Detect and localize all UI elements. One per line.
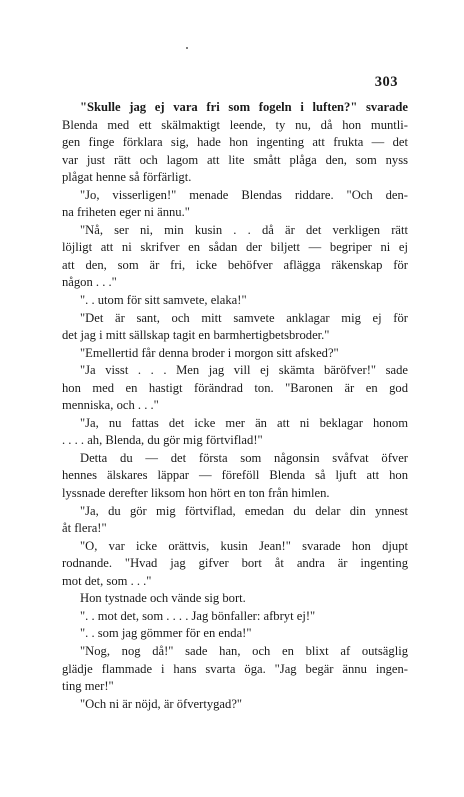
text-line: "Ja, du gör mig förtviflad, emedan du delar din ynnest — [80, 503, 408, 518]
text-line: "Det är sant, och mitt samvete anklagar mig ej för — [80, 310, 408, 325]
text-line: glädje flammade i hans svarta öga. "Jag begär ännu ingen- — [62, 661, 408, 676]
text-line: någon . . ." — [62, 275, 117, 290]
text-line: "Ja visst . . . Men jag vill ej skämta bäröfver!" sade — [80, 363, 408, 378]
text-line: "O, var icke orättvis, kusin Jean!" svarade hon djupt — [80, 538, 408, 553]
text-line: ". . mot det, som . . . . Jag bönfaller: afbryt ej!" — [80, 608, 316, 623]
print-speck — [186, 47, 188, 49]
text-line: Hon tystnade och vände sig bort. — [80, 591, 246, 606]
text-line: menniska, och . . ." — [62, 398, 159, 413]
text-line: "Nå, ser ni, min kusin . . då är det verkligen rätt — [80, 222, 408, 237]
text-line: ". . som jag gömmer för en enda!" — [80, 626, 252, 641]
text-line: . . . . ah, Blenda, du gör mig förtviflad!" — [62, 433, 263, 448]
text-line: "Skulle jag ej vara fri som fogeln i luften?" svarade — [80, 100, 408, 114]
text-line: hennes älskares läppar — föreföll Blenda så ljuft att hon — [62, 468, 408, 483]
text-line: lyssnade derefter liksom hon hört en ton från himlen. — [62, 486, 330, 501]
text-line: gen finge förklara sig, hade hon ingenting att frukta — det — [62, 135, 408, 150]
text-line: "Emellertid får denna broder i morgon sitt afsked?" — [80, 345, 339, 360]
text-line: ting mer!" — [62, 679, 114, 694]
text-line: löjligt att ni skrifver en sådan der biljett — begriper ni ej — [62, 240, 408, 255]
text-line: det jag i mitt sällskap tagit en barmhertigbetsbroder." — [62, 328, 330, 343]
page-number: 303 — [374, 74, 398, 90]
text-line: rodnande. "Hvad jag gifver bort åt andra är ingenting — [62, 556, 408, 571]
text-line: "Ja, nu fattas det icke mer än att ni beklagar honom — [80, 415, 408, 430]
text-line: Blenda med ett skälmaktigt leende, ty nu, då hon muntli- — [62, 117, 408, 132]
text-line: plågat henne så förfärligt. — [62, 170, 192, 185]
text-line: na friheten eger ni ännu." — [62, 205, 190, 220]
text-line: hon med en hastigt förändrad ton. "Baronen är en god — [62, 380, 408, 395]
text-line: att den, som är fri, icke behöfver aflägga räkenskap för — [62, 257, 408, 272]
text-line: var just rätt och lagom att lite smått plåga den, som nyss — [62, 152, 408, 167]
body-text — [62, 99, 408, 713]
text-line: mot det, som . . ." — [62, 573, 152, 588]
text-line: åt flera!" — [62, 521, 107, 536]
text-line: "Jo, visserligen!" menade Blendas riddare. "Och den- — [80, 187, 408, 202]
text-line: ". . utom för sitt samvete, elaka!" — [80, 293, 247, 308]
text-line: "Nog, nog då!" sade han, och en blixt af outsäglig — [80, 643, 408, 658]
text-line: Detta du — det första som någonsin svåfvat öfver — [80, 450, 408, 465]
text-line: "Och ni är nöjd, är öfvertygad?" — [80, 696, 243, 711]
